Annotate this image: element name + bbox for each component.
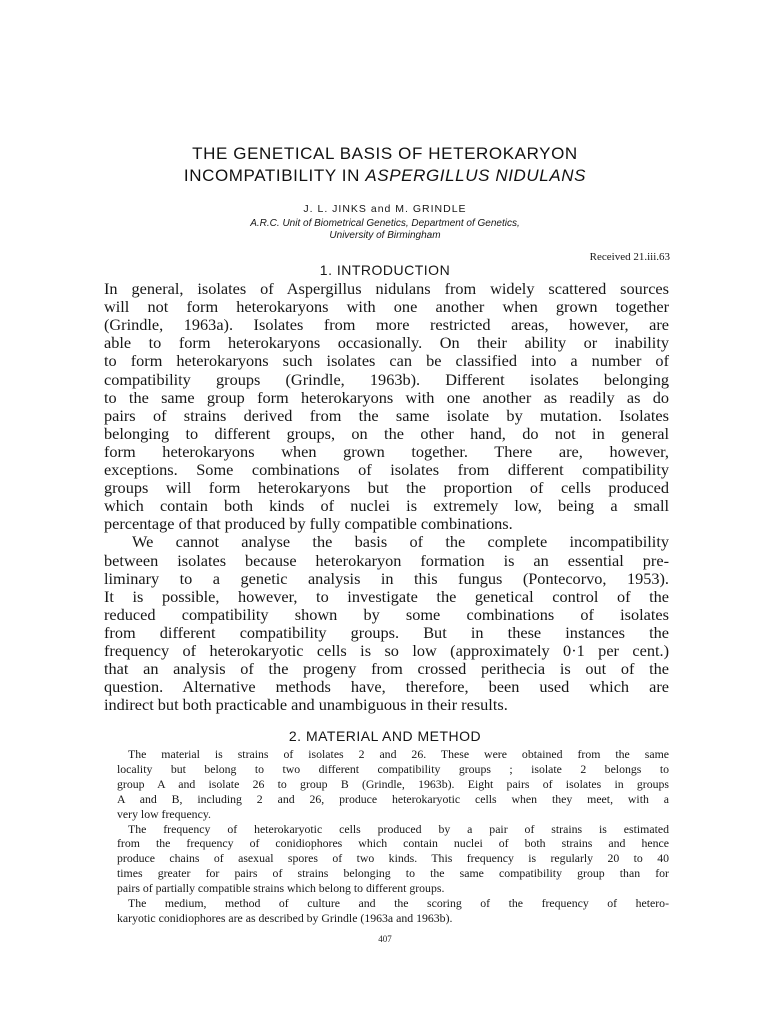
sec1-line: will not form heterokaryons with one another when grown together — [104, 297, 669, 317]
sec2-line: The material is strains of isolates 2 and 26. These were obtained from the same — [128, 747, 669, 761]
sec1-line: In general, isolates of Aspergillus nidulans from widely scattered sources — [104, 279, 669, 298]
sec1-line: which contain both kinds of nuclei is extremely low, being a small — [104, 496, 669, 516]
sec2-line: produce chains of asexual spores of two kinds. This frequency is regularly 20 to 40 — [117, 851, 669, 866]
sec1-line: It is possible, however, to investigate the genetical control of the — [104, 586, 669, 606]
section-1-heading: 1. INTRODUCTION — [319, 262, 451, 278]
sec1-line: belonging to different groups, on the other hand, do not in general — [104, 423, 669, 443]
sec2-line: locality but belong to two different compatibility groups ; isolate 2 belongs to — [117, 761, 669, 776]
sec1-line: to the same group form heterokaryons with one another as readily as do — [104, 387, 669, 407]
sec1-line: indirect but both practicable and unambiguous in their results. — [104, 695, 508, 715]
authors: J. L. JINKS and M. GRINDLE — [303, 203, 467, 215]
affiliation-line-2: University of Birmingham — [329, 230, 441, 241]
page-number: 407 — [378, 934, 392, 944]
sec1-line: able to form heterokaryons occasionally. On their ability or inability — [104, 333, 669, 353]
sec2-line: group A and isolate 26 to group B (Grindle, 1963b). Eight pairs of isolates in groups — [117, 776, 669, 791]
sec2-line: pairs of partially compatible strains which belong to different groups. — [117, 881, 445, 896]
sec1-line: percentage of that produced by fully compatible combinations. — [104, 514, 513, 534]
article-title — [100, 143, 670, 187]
section-2-heading: 2. MATERIAL AND METHOD — [288, 728, 482, 744]
sec2-line: from the frequency of conidiophores which contain nuclei of both strains and hence — [117, 836, 669, 851]
sec1-line: liminary to a genetic analysis in this fungus (Pontecorvo, 1953). — [104, 568, 669, 588]
sec1-line: groups will form heterokaryons but the proportion of cells produced — [104, 478, 669, 498]
sec1-line: that an analysis of the progeny from crossed perithecia is out of the — [104, 659, 669, 679]
title-line-2-prefix: INCOMPATIBILITY IN — [183, 166, 366, 185]
sec2-line: A and B, including 2 and 26, produce heterokaryotic cells when they meet, with a — [117, 791, 669, 806]
sec1-line: reduced compatibility shown by some combinations of isolates — [104, 604, 669, 624]
sec1-line: (Grindle, 1963a). Isolates from more restricted areas, however, are — [104, 315, 669, 335]
sec1-line: form heterokaryons when grown together. There are, however, — [104, 441, 669, 461]
sec1-line: frequency of heterokaryotic cells is so low (approximately 0·1 per cent.) — [104, 641, 669, 660]
sec2-line: The frequency of heterokaryotic cells produced by a pair of strains is estimated — [128, 821, 669, 836]
title-line-2 — [100, 165, 670, 187]
sec2-line: The medium, method of culture and the scoring of the frequency of hetero- — [128, 896, 669, 910]
sec1-line: exceptions. Some combinations of isolates from different compatibility — [104, 460, 669, 479]
sec1-line: pairs of strains derived from the same isolate by mutation. Isolates — [104, 405, 669, 425]
sec1-line: from different compatibility groups. But in these instances the — [104, 622, 669, 642]
sec2-line: times greater for pairs of strains belonging to the same compatibility group than for — [117, 866, 669, 881]
affiliation-line-1: A.R.C. Unit of Biometrical Genetics, Department of Genetics, — [250, 218, 520, 229]
sec2-line: very low frequency. — [117, 806, 211, 821]
affiliation — [100, 218, 670, 242]
sec1-line: We cannot analyse the basis of the complete incompatibility — [132, 532, 669, 552]
title-species: ASPERGILLUS NIDULANS — [365, 166, 587, 185]
sec1-line: to form heterokaryons such isolates can be classified into a number of — [104, 351, 669, 371]
sec2-line: karyotic conidiophores are as described by Grindle (1963a and 1963b). — [117, 910, 453, 925]
title-line-1: THE GENETICAL BASIS OF HETEROKARYON — [192, 144, 578, 163]
sec1-line: compatibility groups (Grindle, 1963b). Different isolates belonging — [104, 369, 669, 389]
sec1-line: between isolates because heterokaryon formation is an essential pre- — [104, 550, 669, 570]
received-date: Received 21.iii.63 — [589, 251, 670, 263]
sec1-line: question. Alternative methods have, therefore, been used which are — [104, 677, 669, 697]
